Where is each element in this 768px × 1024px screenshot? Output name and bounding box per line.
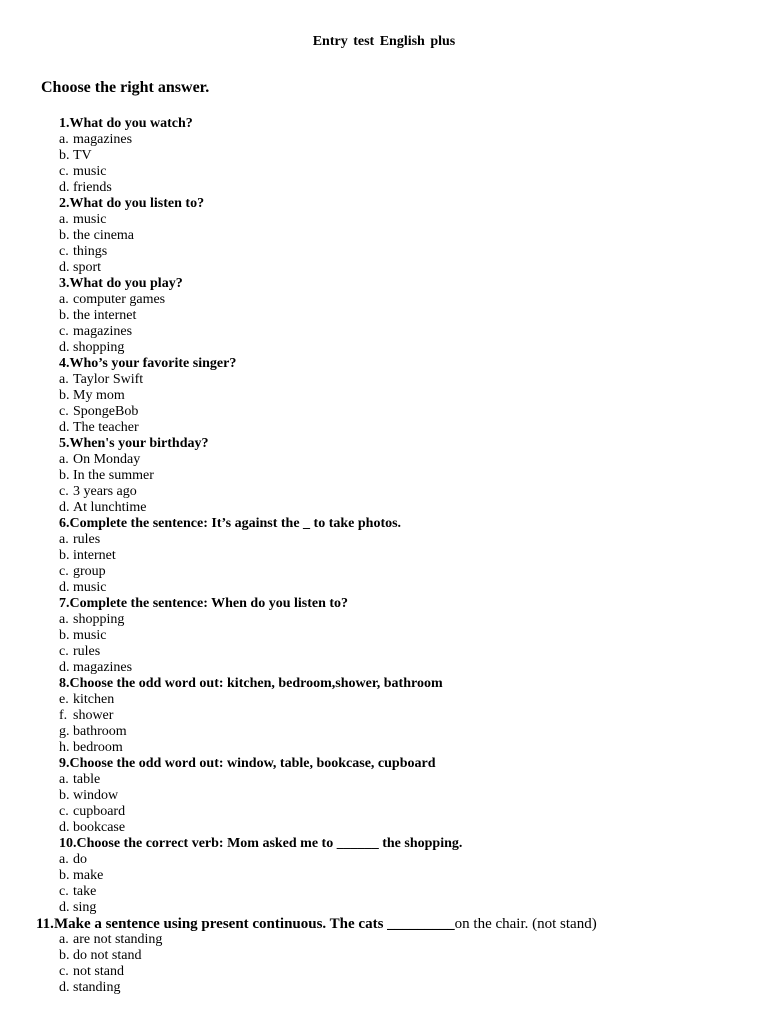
question-number: 2. [59, 196, 70, 211]
question-text [59, 436, 768, 452]
question-text [59, 356, 768, 372]
answer-option [59, 228, 768, 244]
answer-option [59, 948, 768, 964]
option-letter: d. [59, 420, 70, 435]
question-text [59, 116, 768, 132]
option-text: Taylor Swift [73, 372, 144, 387]
question-prompt: What do you listen to? [69, 196, 205, 211]
option-text: computer games [73, 292, 166, 307]
option-letter: b. [59, 468, 70, 483]
option-text: cupboard [73, 804, 126, 819]
answer-option [59, 724, 768, 740]
question-prompt: Make a sentence using present continuous. The cats _________ [53, 916, 455, 932]
option-letter: b. [59, 308, 70, 323]
answer-option [59, 772, 768, 788]
option-letter: a. [59, 372, 69, 387]
answer-option [59, 260, 768, 276]
answer-option [59, 820, 768, 836]
option-text: standing [73, 980, 121, 995]
option-letter: b. [59, 948, 70, 963]
question-text [59, 676, 768, 692]
option-text: shopping [73, 340, 125, 355]
option-letter: d. [59, 580, 70, 595]
answer-option [59, 164, 768, 180]
option-letter: a. [59, 532, 69, 547]
answer-option [59, 852, 768, 868]
option-letter: a. [59, 212, 69, 227]
option-text: music [73, 212, 107, 227]
answer-option [59, 308, 768, 324]
document-title: Entry test English plus [312, 34, 456, 49]
question-prompt: When's your birthday? [69, 436, 209, 451]
option-letter: b. [59, 228, 70, 243]
option-letter: d. [59, 180, 70, 195]
question-text [59, 516, 768, 532]
option-letter: c. [59, 244, 69, 259]
question-10 [59, 836, 768, 916]
option-text: make [73, 868, 104, 883]
question-list [0, 116, 768, 996]
question-prompt-rest: on the chair. (not stand) [454, 916, 597, 932]
option-letter: c. [59, 484, 69, 499]
answer-option [59, 500, 768, 516]
option-letter: a. [59, 932, 69, 947]
question-text [59, 836, 768, 852]
answer-option [59, 468, 768, 484]
option-text: At lunchtime [73, 500, 147, 515]
question-5 [59, 436, 768, 516]
question-2 [59, 196, 768, 276]
question-9 [59, 756, 768, 836]
question-number: 11. [36, 916, 54, 932]
answer-option [59, 932, 768, 948]
option-text: sing [73, 900, 97, 915]
option-letter: b. [59, 148, 70, 163]
option-text: SpongeBob [73, 404, 139, 419]
answer-option [59, 884, 768, 900]
question-number: 8. [59, 676, 70, 691]
answer-option [59, 388, 768, 404]
option-letter: g. [59, 724, 70, 739]
question-number: 10. [59, 836, 77, 851]
answer-option [59, 324, 768, 340]
answer-option [59, 180, 768, 196]
question-text [59, 276, 768, 292]
option-text: magazines [73, 660, 133, 675]
option-text: rules [73, 532, 101, 547]
option-text: take [73, 884, 97, 899]
option-letter: d. [59, 660, 70, 675]
option-text: bathroom [73, 724, 127, 739]
option-text: things [73, 244, 108, 259]
question-prompt: What do you watch? [69, 116, 193, 131]
answer-option [59, 340, 768, 356]
option-letter: b. [59, 788, 70, 803]
option-letter: f. [59, 708, 68, 723]
option-text: group [73, 564, 106, 579]
answer-option [59, 420, 768, 436]
answer-option [59, 788, 768, 804]
answer-option [59, 244, 768, 260]
question-number: 1. [59, 116, 70, 131]
option-letter: b. [59, 388, 70, 403]
question-text [59, 196, 768, 212]
question-number: 9. [59, 756, 70, 771]
option-letter: c. [59, 644, 69, 659]
option-letter: d. [59, 340, 70, 355]
option-letter: a. [59, 132, 69, 147]
question-number: 3. [59, 276, 70, 291]
option-text: bedroom [73, 740, 123, 755]
option-text: music [73, 580, 107, 595]
answer-option [59, 148, 768, 164]
option-letter: a. [59, 852, 69, 867]
option-letter: a. [59, 292, 69, 307]
question-4 [59, 356, 768, 436]
option-letter: d. [59, 820, 70, 835]
option-letter: b. [59, 868, 70, 883]
answer-option [59, 692, 768, 708]
option-letter: c. [59, 884, 69, 899]
option-letter: d. [59, 260, 70, 275]
option-letter: b. [59, 548, 70, 563]
option-text: magazines [73, 324, 133, 339]
answer-option [59, 708, 768, 724]
option-text: 3 years ago [73, 484, 137, 499]
answer-option [59, 980, 768, 996]
question-text [59, 756, 768, 772]
option-text: kitchen [73, 692, 115, 707]
answer-option [59, 212, 768, 228]
option-text: do [73, 852, 87, 867]
answer-option [59, 740, 768, 756]
option-text: not stand [73, 964, 124, 979]
answer-option [59, 452, 768, 468]
option-text: sport [73, 260, 101, 275]
answer-option [59, 580, 768, 596]
option-text: are not standing [73, 932, 163, 947]
question-number: 7. [59, 596, 70, 611]
option-letter: c. [59, 404, 69, 419]
answer-option [59, 804, 768, 820]
question-prompt: What do you play? [69, 276, 183, 291]
option-text: internet [73, 548, 116, 563]
question-text [59, 596, 768, 612]
answer-option [59, 628, 768, 644]
answer-option [59, 292, 768, 308]
option-letter: a. [59, 772, 69, 787]
option-text: bookcase [73, 820, 126, 835]
answer-option [59, 484, 768, 500]
option-text: music [73, 164, 107, 179]
option-letter: c. [59, 164, 69, 179]
instruction-heading: Choose the right answer. [41, 79, 210, 96]
option-letter: b. [59, 628, 70, 643]
question-7 [59, 596, 768, 676]
option-text: table [73, 772, 101, 787]
answer-option [59, 132, 768, 148]
question-number: 5. [59, 436, 70, 451]
question-8 [59, 676, 768, 756]
answer-option [59, 548, 768, 564]
option-text: shower [73, 708, 114, 723]
option-text: magazines [73, 132, 133, 147]
option-text: My mom [73, 388, 125, 403]
question-text [36, 916, 768, 932]
option-letter: e. [59, 692, 69, 707]
option-letter: c. [59, 564, 69, 579]
option-letter: c. [59, 964, 69, 979]
question-prompt: Complete the sentence: It’s against the _ to take photos. [69, 516, 402, 531]
option-letter: a. [59, 452, 69, 467]
question-number: 4. [59, 356, 70, 371]
question-prompt: Complete the sentence: When do you listen to? [69, 596, 349, 611]
question-1 [59, 116, 768, 196]
answer-option [59, 868, 768, 884]
answer-option [59, 660, 768, 676]
option-text: the internet [73, 308, 137, 323]
option-letter: d. [59, 900, 70, 915]
option-text: In the summer [73, 468, 154, 483]
option-text: TV [73, 148, 92, 163]
option-letter: d. [59, 980, 70, 995]
option-letter: d. [59, 500, 70, 515]
option-letter: c. [59, 324, 69, 339]
question-6 [59, 516, 768, 596]
option-letter: c. [59, 804, 69, 819]
answer-option [59, 900, 768, 916]
option-text: do not stand [73, 948, 142, 963]
answer-option [59, 564, 768, 580]
option-letter: h. [59, 740, 70, 755]
option-text: friends [73, 180, 112, 195]
question-11 [36, 916, 768, 996]
option-text: window [73, 788, 119, 803]
question-prompt: Choose the odd word out: window, table, bookcase, cupboard [69, 756, 436, 771]
option-text: rules [73, 644, 101, 659]
question-prompt: Choose the odd word out: kitchen, bedroom,shower, bathroom [69, 676, 443, 691]
answer-option [59, 372, 768, 388]
question-prompt: Who’s your favorite singer? [69, 356, 237, 371]
question-3 [59, 276, 768, 356]
answer-option [59, 404, 768, 420]
answer-option [59, 964, 768, 980]
question-number: 6. [59, 516, 70, 531]
option-letter: a. [59, 612, 69, 627]
option-text: shopping [73, 612, 125, 627]
option-text: On Monday [73, 452, 141, 467]
answer-option [59, 612, 768, 628]
option-text: music [73, 628, 107, 643]
question-prompt: Choose the correct verb: Mom asked me to ______ the shopping. [76, 836, 463, 851]
answer-option [59, 532, 768, 548]
option-text: the cinema [73, 228, 135, 243]
answer-option [59, 644, 768, 660]
option-text: The teacher [73, 420, 139, 435]
